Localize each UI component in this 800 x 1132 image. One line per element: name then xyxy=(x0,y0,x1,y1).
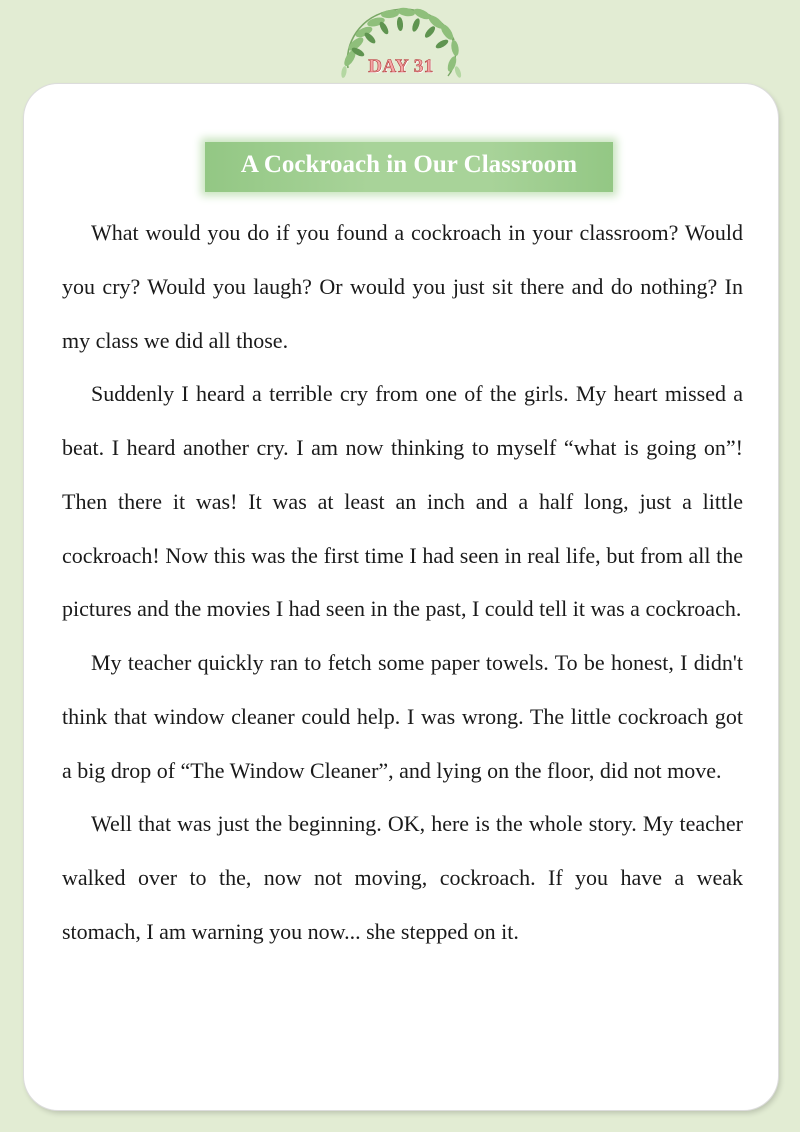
paragraph: Well that was just the beginning. OK, here is the whole story. My teacher walked over to the, now not moving, cockroach. If you have a weak stomach, I am warning you now... she stepped on it. xyxy=(62,811,743,944)
paragraph: What would you do if you found a cockroach in your classroom? Would you cry? Would you laugh? Or would you just sit there and do nothing? In my class we did all those. xyxy=(62,220,743,353)
article-body xyxy=(62,206,743,959)
paragraph: My teacher quickly ran to fetch some paper towels. To be honest, I didn't think that window cleaner could help. I was wrong. The little cockroach got a big drop of “The Window Cleaner”, and lying on the floor, did not move. xyxy=(62,650,743,783)
day-label: DAY 31 xyxy=(368,56,434,77)
paragraph: Suddenly I heard a terrible cry from one of the girls. My heart missed a beat. I heard another cry. I am now thinking to myself “what is going on”! Then there it was! It was at least an inch and a half long, just a little cockroach! Now this was the first time I had seen in real life, but from all the pictures and the movies I had seen in the past, I could tell it was a cockroach. xyxy=(62,381,743,622)
article-title: A Cockroach in Our Classroom xyxy=(240,151,578,178)
